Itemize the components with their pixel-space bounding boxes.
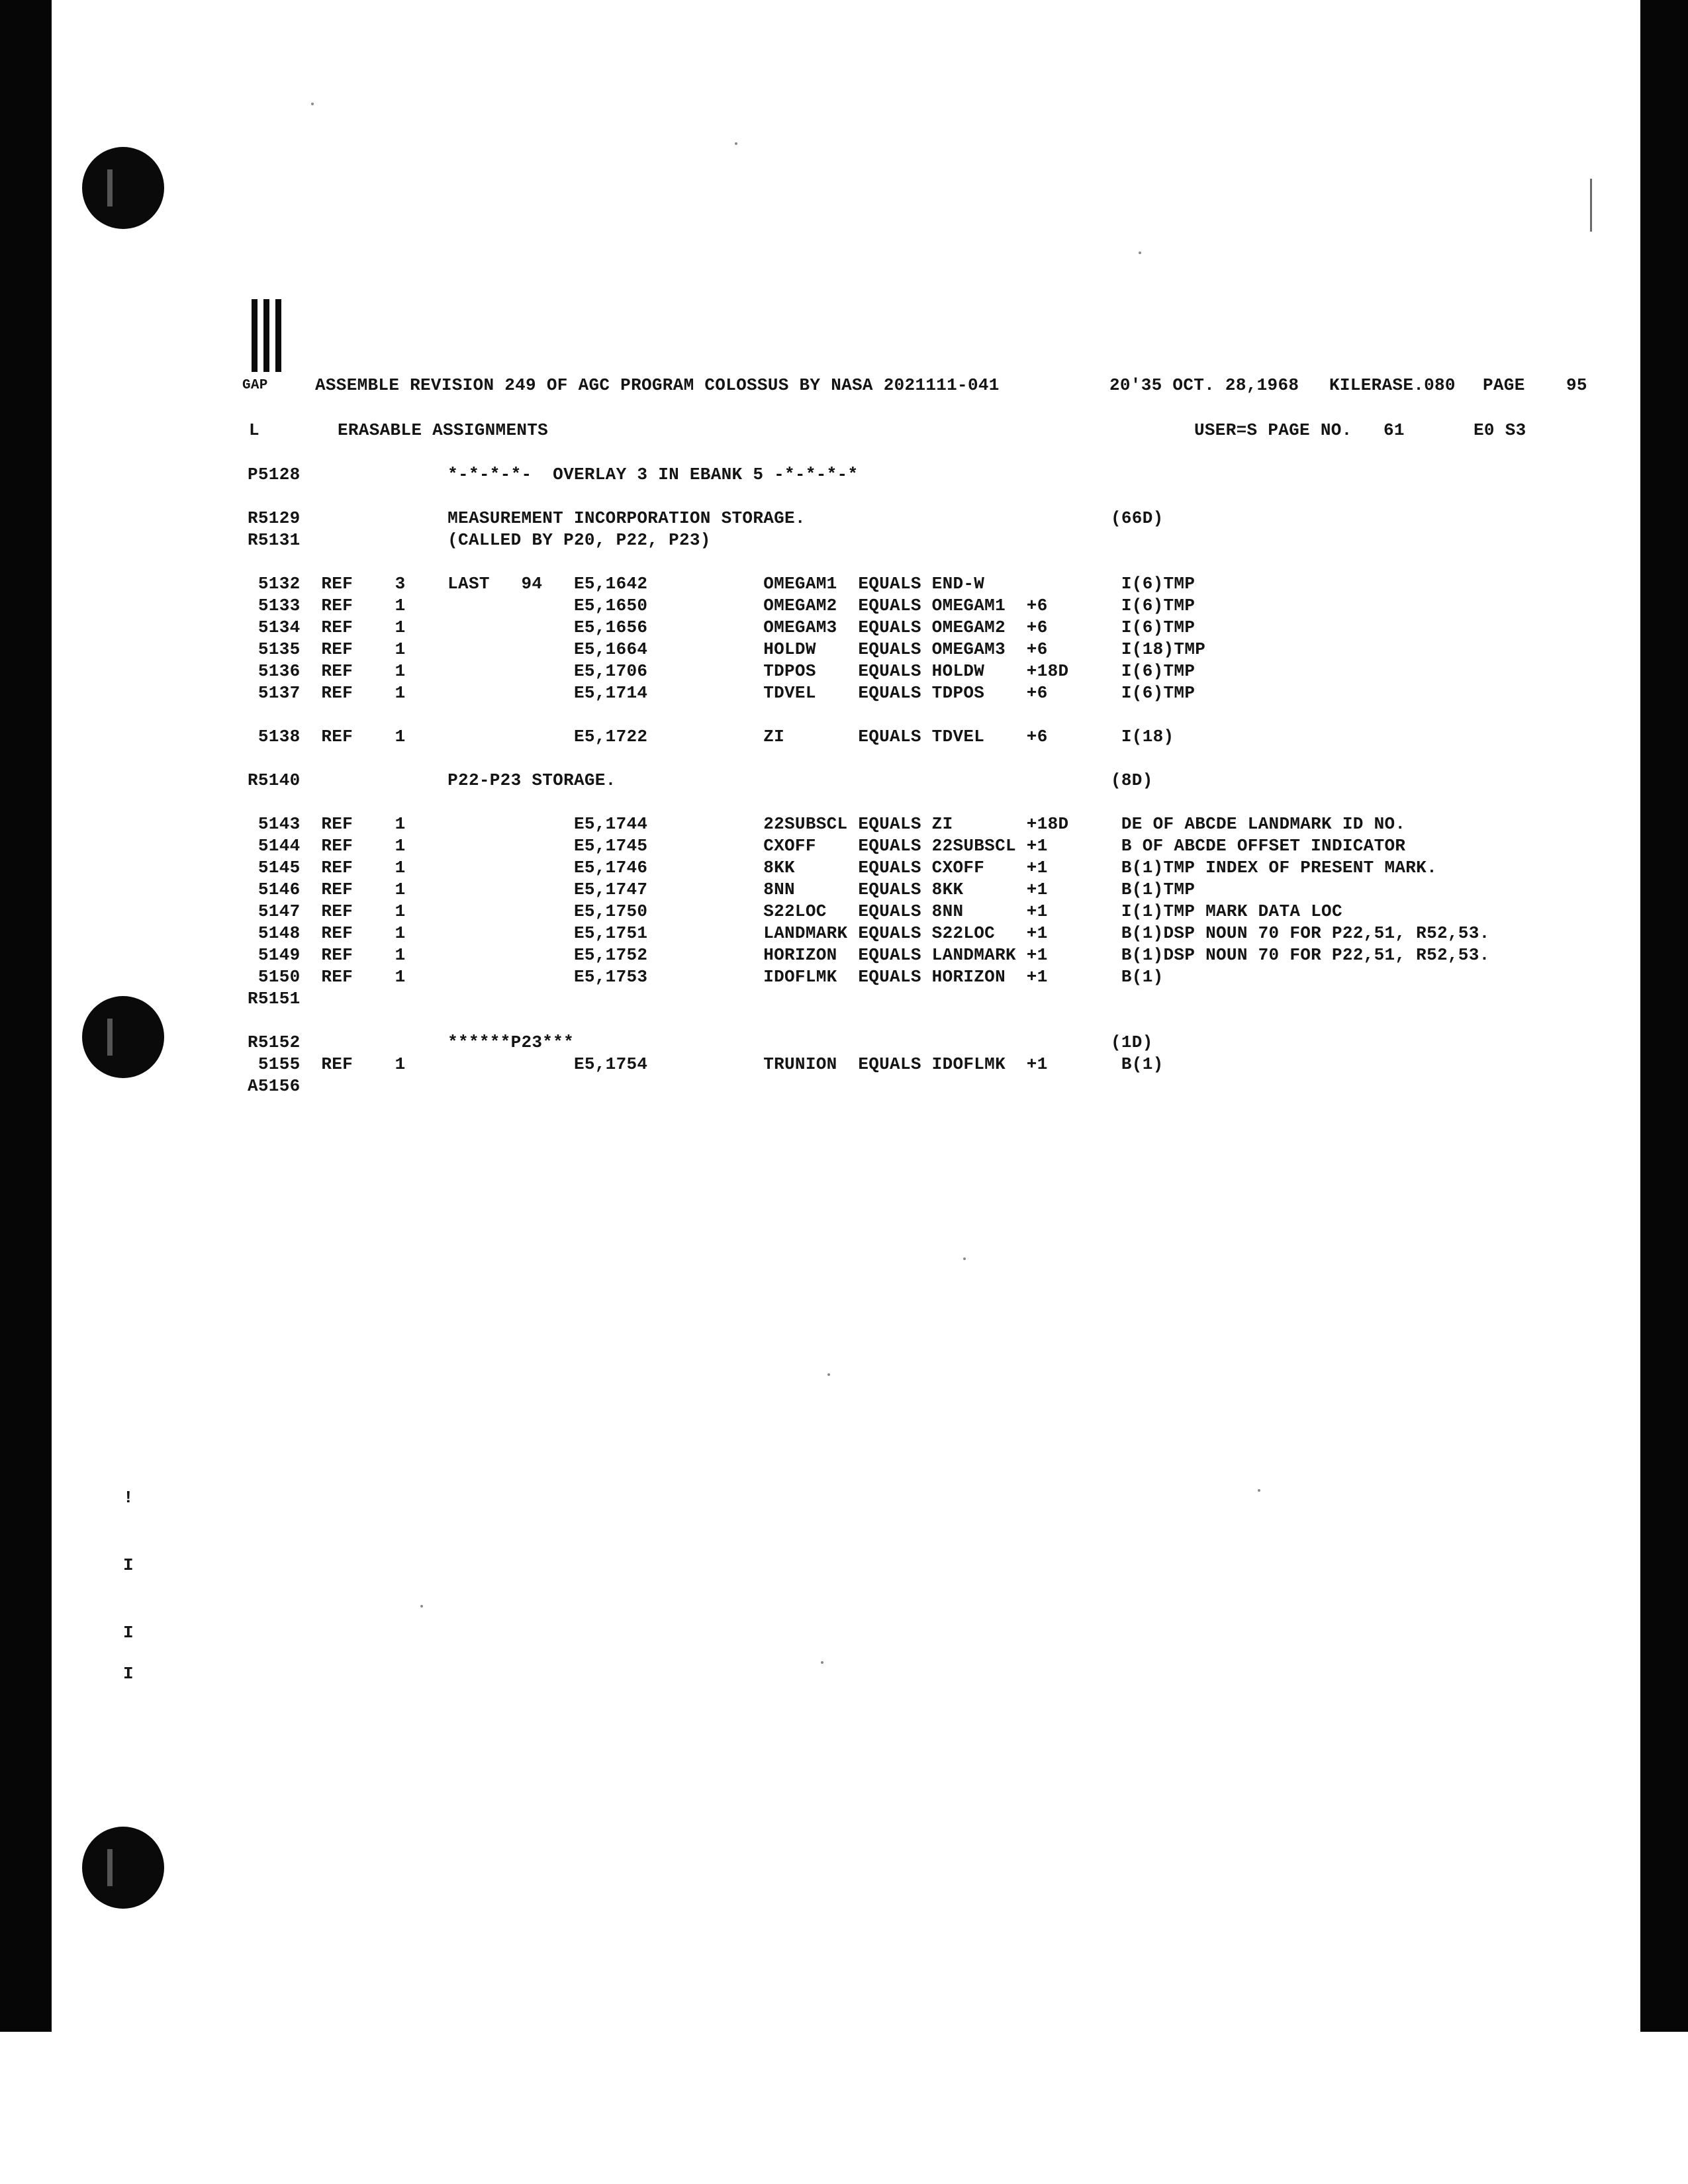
listing-blank-line <box>248 792 1624 813</box>
punch-hole-middle <box>82 996 164 1078</box>
punch-hole-top <box>82 147 164 229</box>
listing-line: 5132 REF 3 LAST 94 E5,1642 OMEGAM1 EQUALS END-W I(6)TMP <box>248 574 1196 594</box>
user-page-label: USER=S PAGE NO. <box>1194 420 1352 440</box>
scan-speck <box>1139 251 1141 254</box>
listing-line: 5134 REF 1 E5,1656 OMEGAM3 EQUALS OMEGAM2 +6 I(6)TMP <box>248 617 1196 637</box>
listing-line: R5131 (CALLED BY P20, P22, P23) <box>248 530 711 550</box>
listing-line: 5149 REF 1 E5,1752 HORIZON EQUALS LANDMARK +1 B(1)DSP NOUN 70 FOR P22,51, R52,53. <box>248 945 1490 965</box>
listing-line: 5148 REF 1 E5,1751 LANDMARK EQUALS S22LOC +1 B(1)DSP NOUN 70 FOR P22,51, R52,53. <box>248 923 1490 943</box>
listing-blank-line <box>248 551 1624 573</box>
listing-blank-line <box>248 704 1624 726</box>
header-timestamp: 20'35 OCT. 28,1968 <box>1109 375 1299 395</box>
scan-speck <box>420 1605 423 1608</box>
margin-tally-mark: ! <box>123 1488 134 1508</box>
header-page-number: 95 <box>1566 375 1587 395</box>
listing-line: 5135 REF 1 E5,1664 HOLDW EQUALS OMEGAM3 +6 I(18)TMP <box>248 639 1206 659</box>
listing-blank-line <box>248 748 1624 770</box>
margin-tally-mark: I <box>123 1555 134 1575</box>
listing-line: 5137 REF 1 E5,1714 TDVEL EQUALS TDPOS +6 I(6)TMP <box>248 683 1196 703</box>
listing-blank-line <box>248 486 1624 508</box>
listing-line: 5145 REF 1 E5,1746 8KK EQUALS CXOFF +1 B(1)TMP INDEX OF PRESENT MARK. <box>248 858 1437 878</box>
scan-border-right <box>1640 0 1688 2032</box>
assembly-listing <box>248 464 1624 1097</box>
scan-margin-mark <box>1590 179 1592 232</box>
scan-speck <box>963 1257 966 1260</box>
punch-hole-bottom <box>82 1827 164 1909</box>
listing-line: 5138 REF 1 E5,1722 ZI EQUALS TDVEL +6 I(18) <box>248 727 1174 747</box>
listing-line: 5136 REF 1 E5,1706 TDPOS EQUALS HOLDW +18D I(6)TMP <box>248 661 1196 681</box>
scan-speck <box>311 103 314 105</box>
listing-blank-line <box>248 1010 1624 1032</box>
scan-speck <box>827 1373 830 1376</box>
user-page-number: 61 <box>1383 420 1405 440</box>
listing-line: 5146 REF 1 E5,1747 8NN EQUALS 8KK +1 B(1)TMP <box>248 880 1196 899</box>
listing-line: 5133 REF 1 E5,1650 OMEGAM2 EQUALS OMEGAM1 +6 I(6)TMP <box>248 596 1196 615</box>
scan-speck <box>735 142 737 145</box>
bank-code: E0 S3 <box>1474 420 1526 440</box>
barcode-mark <box>248 299 295 372</box>
scan-speck <box>821 1661 823 1664</box>
listing-line: 5143 REF 1 E5,1744 22SUBSCL EQUALS ZI +18D DE OF ABCDE LANDMARK ID NO. <box>248 814 1406 834</box>
corner-mark: GAP <box>242 378 268 393</box>
listing-line: R5140 P22-P23 STORAGE. (8D) <box>248 770 1153 790</box>
section-title: ERASABLE ASSIGNMENTS <box>338 420 549 440</box>
listing-line: 5144 REF 1 E5,1745 CXOFF EQUALS 22SUBSCL +1 B OF ABCDE OFFSET INDICATOR <box>248 836 1406 856</box>
scan-border-left <box>0 0 52 2032</box>
listing-code: L <box>249 420 259 440</box>
scan-speck <box>1258 1489 1260 1492</box>
listing-line: R5129 MEASUREMENT INCORPORATION STORAGE. (66D) <box>248 508 1164 528</box>
listing-line: 5155 REF 1 E5,1754 TRUNION EQUALS IDOFLMK +1 B(1) <box>248 1054 1164 1074</box>
header-title: ASSEMBLE REVISION 249 OF AGC PROGRAM COLOSSUS BY NASA 2021111-041 <box>315 375 1000 395</box>
listing-line: R5151 <box>248 989 301 1009</box>
listing-line: 5147 REF 1 E5,1750 S22LOC EQUALS 8NN +1 I(1)TMP MARK DATA LOC <box>248 901 1342 921</box>
header-page-label: PAGE <box>1483 375 1525 395</box>
listing-line: 5150 REF 1 E5,1753 IDOFLMK EQUALS HORIZON +1 B(1) <box>248 967 1164 987</box>
listing-line: A5156 <box>248 1076 301 1096</box>
margin-tally-mark: I <box>123 1623 134 1643</box>
header-job: KILERASE.080 <box>1329 375 1456 395</box>
margin-tally-mark: I <box>123 1664 134 1684</box>
listing-line: R5152 ******P23*** (1D) <box>248 1032 1153 1052</box>
listing-line: P5128 *-*-*-*- OVERLAY 3 IN EBANK 5 -*-*-*-* <box>248 465 859 484</box>
